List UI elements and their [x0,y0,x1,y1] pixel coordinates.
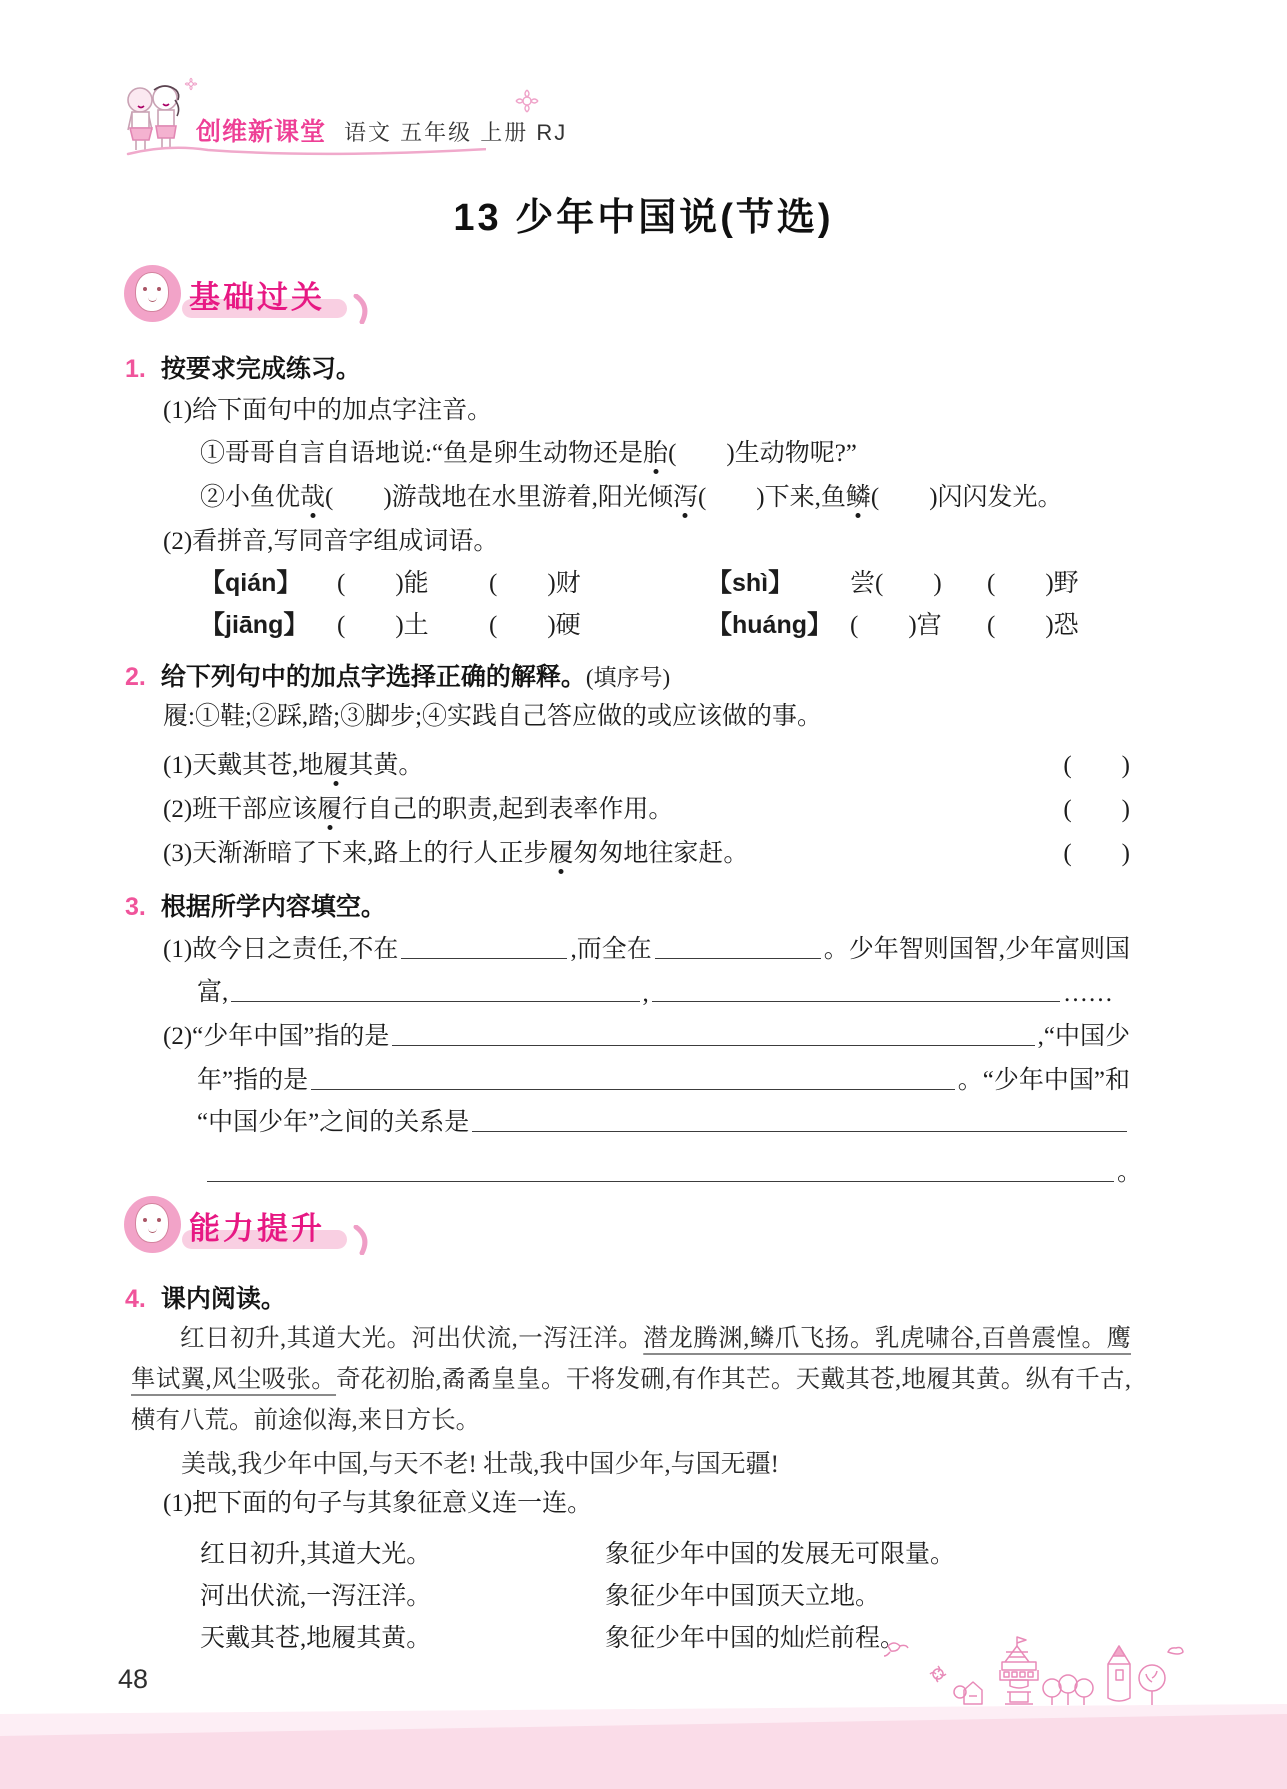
fill-blank [311,1088,955,1090]
header-underline-decoration [126,142,486,158]
q2-stem-text: 给下列句中的加点字选择正确的解释。 [160,663,586,691]
pinyin-key-huang: 【huáng】 [707,611,832,639]
fill-blank [652,1000,1060,1002]
q3-line6 [204,1152,1142,1188]
fill-blank [392,1044,1034,1046]
q2-gloss: 履:①鞋;②踩,踏;③脚步;④实践自己答应做的或应该做的事。 [163,703,823,730]
section-basic-title: 基础过关 [189,280,325,315]
q1-stem-text: 按要求完成练习。 [160,355,361,383]
fill-blank [401,957,567,959]
q2-number: 2. [125,663,146,691]
q3-line1-text-a: (1)故今日之责任,不在 [163,936,399,963]
section-advanced-title: 能力提升 [189,1211,325,1246]
q2-item-1 [163,745,1130,781]
q1-pinyin-row1 [200,563,1140,599]
q3-stem-text: 根据所学内容填空。 [160,893,386,921]
q2-item-3-text: (3)天渐渐暗了下来,路上的行人正步履匆匆地往家赶。 [163,840,749,867]
q2-note: (填序号) [585,665,671,690]
match-right-1: 象征少年中国的发展无可限量。 [605,1541,956,1568]
pinyin-blank: ( )能 [337,570,429,597]
section-basic-tail-icon [352,294,372,324]
q1-sub2: (2)看拼音,写同音字组成词语。 [163,528,499,555]
q3-line4-text-a: 年”指的是 [197,1067,309,1094]
q3-line3-text-b: ,“中国少 [1037,1023,1130,1050]
pinyin-blank: ( )恐 [987,612,1079,639]
q1-item2: ②小鱼优哉( )游哉地在水里游着,阳光倾泻( )下来,鱼鳞( )闪闪发光。 [200,484,1063,511]
flower-sparkle-small-icon [183,76,199,92]
q1-number: 1. [125,355,146,383]
match-left-3: 天戴其苍,地履其黄。 [200,1625,432,1652]
fill-blank [655,957,821,959]
fill-blank [472,1130,1127,1132]
q1-item1: ①哥哥自言自语地说:“鱼是卵生动物还是胎( )生动物呢?” [200,440,857,467]
q1-sub1: (1)给下面句中的加点字注音。 [163,397,493,424]
match-right-3: 象征少年中国的灿烂前程。 [605,1625,906,1652]
match-left-1: 红日初升,其道大光。 [200,1541,432,1568]
q3-line2-text-a: 富, [197,979,229,1006]
q1-pinyin-row2 [200,605,1140,641]
q2-item-1-text: (1)天戴其苍,地履其黄。 [163,752,424,779]
q3-line3-text-a: (2)“少年中国”指的是 [163,1023,390,1050]
q3-line4-text-b: 。“少年中国”和 [957,1067,1130,1094]
q3-line2-text-c: …… [1063,980,1114,1007]
pinyin-blank: ( )宫 [850,612,942,639]
q3-line5-text-a: “中国少年”之间的关系是 [197,1109,470,1136]
q2-stem [125,657,670,693]
q3-line3 [163,1016,1130,1052]
q1-stem [125,349,361,385]
section-advanced-mascot-icon [124,1196,181,1253]
q3-line1-text-c: 。少年智则国智,少年富则国 [823,936,1130,963]
q2-item-2 [163,789,1130,825]
q3-line2 [197,972,1113,1008]
section-basic-mascot-icon [124,265,181,322]
pinyin-key-qian: 【qián】 [200,569,302,597]
section-advanced-tail-icon [352,1225,372,1255]
q2-item-3-answer-bracket: ( ) [1063,840,1130,867]
match-row-1 [200,1534,990,1570]
pinyin-blank: ( )财 [489,570,581,597]
bird-doodle [884,1643,908,1656]
q3-line6-period: 。 [1116,1159,1142,1186]
q4-stem-text: 课内阅读。 [160,1285,286,1313]
village-doodle-decoration [860,1630,1190,1718]
q2-item-2-answer-bracket: ( ) [1063,796,1130,823]
flower-sparkle-icon [512,86,542,116]
match-right-2: 象征少年中国顶天立地。 [605,1583,881,1610]
pinyin-key-jiang: 【jiāng】 [200,611,309,639]
brand-logo-text: 创维新课堂 [196,119,327,146]
q3-number: 3. [125,893,146,921]
pinyin-blank: ( )野 [987,570,1079,597]
q3-line2-text-b: , [642,980,649,1007]
match-left-2: 河出伏流,一泻汪洋。 [200,1583,432,1610]
pinyin-blank: ( )土 [337,612,429,639]
pinyin-blank: ( )硬 [489,612,581,639]
q3-line5 [197,1102,1130,1138]
q4-stem [125,1279,286,1315]
q4-number: 4. [125,1285,146,1313]
q4-sub1: (1)把下面的句子与其象征意义连一连。 [163,1490,593,1517]
q4-passage-paragraph2: 美哉,我少年中国,与天不老! 壮哉,我中国少年,与国无疆! [181,1451,779,1478]
pinyin-key-shi: 【shì】 [707,569,794,597]
q3-line1 [163,929,1130,965]
match-row-2 [200,1576,990,1612]
q3-line4 [197,1060,1130,1096]
lesson-title: 13 少年中国说(节选) [453,197,834,239]
q4-reading-passage: 红日初升,其道大光。河出伏流,一泻汪洋。潜龙腾渊,鳞爪飞扬。乳虎啸谷,百兽震惶。鹰隼试翼,风尘吸张。奇花初胎,矞矞皇皇。干将发硎,有作其芒。天戴其苍,地履其黄。纵有千古,横有八荒。前途似海,来日方长。 [131,1325,1131,1434]
q3-stem [125,887,386,923]
book-subject-label: 语文 五年级 上册 RJ [344,120,568,145]
fill-blank [207,1180,1114,1182]
q2-item-1-answer-bracket: ( ) [1063,752,1130,779]
q3-line1-text-b: ,而全在 [570,936,652,963]
q2-item-2-text: (2)班干部应该履行自己的职责,起到表率作用。 [163,796,674,823]
fill-blank [231,1000,639,1002]
q2-item-3 [163,833,1130,869]
pinyin-blank: 尝( ) [850,570,942,597]
page-number: 48 [118,1664,149,1694]
